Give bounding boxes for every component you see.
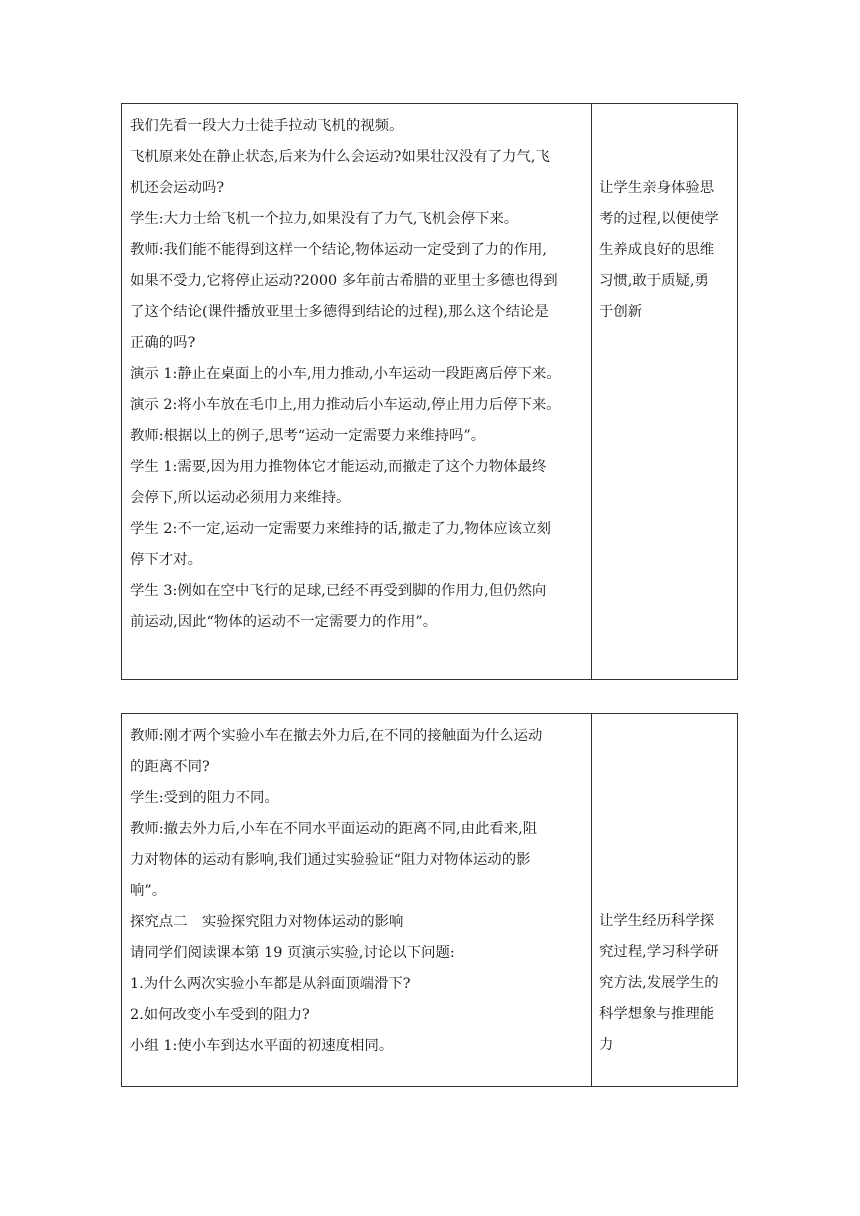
text-line: 教师:刚才两个实验小车在撤去外力后,在不同的接触面为什么运动: [130, 728, 543, 744]
text-line: 演示 2:将小车放在毛巾上,用力推动后小车运动,停止用力后停下来。: [130, 397, 561, 413]
text-line: 学生 2:不一定,运动一定需要力来维持的话,撤走了力,物体应该立刻: [130, 521, 551, 537]
text-line: 机还会运动吗?: [130, 180, 225, 196]
text-line: 习惯,敢于质疑,勇: [599, 273, 709, 289]
text-line: 的距离不同?: [130, 759, 210, 775]
text-line: 演示 1:静止在桌面上的小车,用力推动,小车运动一段距离后停下来。: [130, 366, 561, 382]
text-line: 停下才对。: [130, 552, 202, 568]
design-intent-cell: [592, 714, 737, 1086]
text-line: 生养成良好的思维: [599, 242, 715, 258]
teaching-process-cell: [122, 714, 592, 1086]
text-line: 于创新: [599, 304, 643, 320]
section-heading: 探究点二 实验探究阻力对物体运动的影响: [130, 914, 404, 930]
text-line: 小组 1:使小车到达水平面的初速度相同。: [130, 1038, 394, 1054]
text-line: 学生:大力士给飞机一个拉力,如果没有了力气,飞机会停下来。: [130, 211, 519, 227]
text-line: 教师:撤去外力后,小车在不同水平面运动的距离不同,由此看来,阻: [130, 821, 538, 837]
lesson-table-1: [121, 103, 738, 680]
text-line: 2.如何改变小车受到的阻力?: [130, 1007, 310, 1023]
text-line: 究过程,学习科学研: [599, 944, 719, 960]
text-line: 究方法,发展学生的: [599, 975, 719, 991]
text-line: 学生 3:例如在空中飞行的足球,已经不再受到脚的作用力,但仍然向: [130, 583, 547, 599]
text-line: 学生 1:需要,因为用力推物体它才能运动,而撤走了这个力物体最终: [130, 459, 547, 475]
text-line: 如果不受力,它将停止运动?2000 多年前古希腊的亚里士多德也得到: [130, 273, 558, 289]
text-line: 考的过程,以便使学: [599, 211, 719, 227]
text-line: 教师:根据以上的例子,思考“运动一定需要力来维持吗”。: [130, 428, 486, 444]
text-line: 科学想象与推理能: [599, 1006, 715, 1022]
text-line: 教师:我们能不能得到这样一个结论,物体运动一定受到了力的作用,: [130, 242, 547, 258]
text-line: 会停下,所以运动必须用力来维持。: [130, 490, 351, 506]
teaching-process-cell: [122, 104, 592, 679]
text-line: 请同学们阅读课本第 19 页演示实验,讨论以下问题:: [130, 945, 455, 961]
text-line: 正确的吗?: [130, 335, 196, 351]
lesson-table-2: [121, 713, 738, 1087]
design-intent-cell: [592, 104, 737, 679]
text-line: 我们先看一段大力士徒手拉动飞机的视频。: [130, 118, 404, 134]
text-line: 了这个结论(课件播放亚里士多德得到结论的过程),那么这个结论是: [130, 304, 549, 320]
text-line: 1.为什么两次实验小车都是从斜面顶端滑下?: [130, 976, 411, 992]
text-line: 让学生亲身体验思: [599, 180, 715, 196]
text-line: 力: [599, 1037, 614, 1053]
text-line: 让学生经历科学探: [599, 913, 715, 929]
text-line: 飞机原来处在静止状态,后来为什么会运动?如果壮汉没有了力气,飞: [130, 149, 550, 165]
text-line: 前运动,因此“物体的运动不一定需要力的作用”。: [130, 614, 438, 630]
text-line: 学生:受到的阻力不同。: [130, 790, 279, 806]
text-line: 响”。: [130, 883, 167, 899]
text-line: 力对物体的运动有影响,我们通过实验验证“阻力对物体运动的影: [130, 852, 531, 868]
